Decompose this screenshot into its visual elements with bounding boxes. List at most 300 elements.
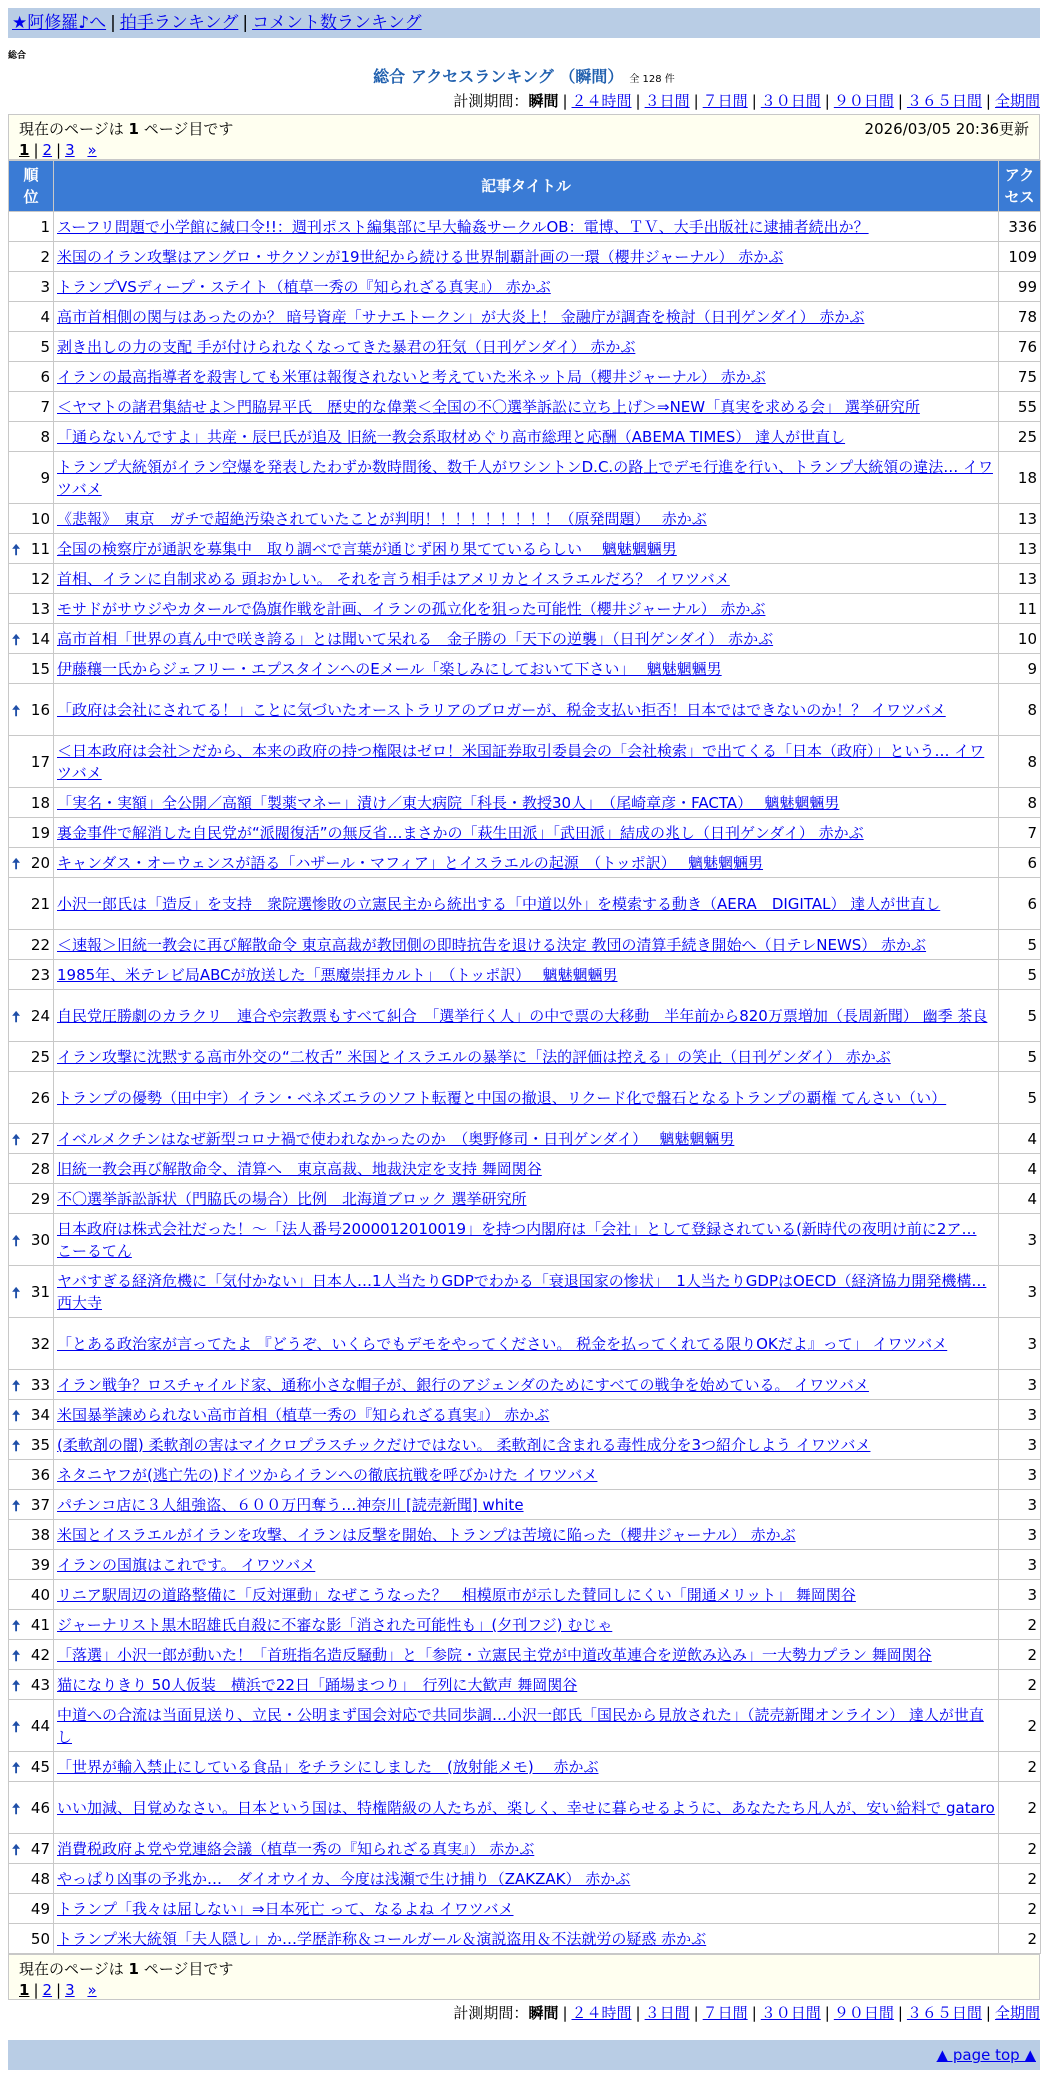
table-row: [9, 1214, 1041, 1266]
applause-ranking-link[interactable]: 拍手ランキング: [119, 13, 239, 33]
pagination-link[interactable]: 2: [42, 141, 53, 159]
article-link[interactable]: トランプ「我々は屈しない」⇒日本死亡 って、なるよね イワツバメ: [57, 1899, 514, 1918]
article-link[interactable]: 中道への合流は当面見送り、立民・公明まず国会対応で共同歩調…小沢一郎氏「国民から見放された」（読売新聞オンライン） 達人が世直し: [57, 1705, 984, 1746]
pagination-next[interactable]: »: [87, 141, 97, 159]
period-link[interactable]: ７日間: [702, 2004, 748, 2022]
period-link[interactable]: ３日間: [644, 2004, 690, 2022]
title-cell: [54, 1400, 999, 1430]
rank-cell: [9, 272, 54, 302]
rank-number: 41: [30, 1615, 50, 1634]
updated-timestamp: 2026/03/05 20:36更新: [864, 120, 1029, 138]
rank-number: 29: [30, 1189, 50, 1208]
period-separator: |: [824, 92, 830, 110]
article-link[interactable]: 「とある政治家が言ってたよ 『どうぞ、いくらでもデモをやってください。 税金を払ってくれてる限りOKだよ』って」 イワツバメ: [57, 1334, 948, 1353]
rank-number: 8: [40, 427, 50, 446]
article-link[interactable]: ネタニヤフが(逃亡先の)ドイツからイランへの徹底抗戦を呼びかけた イワツバメ: [57, 1465, 598, 1484]
pagination: [19, 1980, 1029, 2001]
article-link[interactable]: 猫になりきり 50人仮装 横浜で22日「踊場まつり」 行列に大歓声 舞岡関谷: [57, 1675, 578, 1694]
table-row: [9, 1400, 1041, 1430]
rank-number: 13: [30, 599, 50, 618]
title-cell: [54, 504, 999, 534]
pagination-link[interactable]: 3: [65, 1981, 75, 1999]
title-cell: [54, 1370, 999, 1400]
access-count: 2: [999, 1782, 1041, 1834]
access-count: 8: [999, 684, 1041, 736]
rank-up-arrow-icon: 🠅: [12, 540, 21, 559]
table-row: [9, 594, 1041, 624]
access-count: 3: [999, 1580, 1041, 1610]
title-cell: [54, 960, 999, 990]
table-row: [9, 272, 1041, 302]
table-row: [9, 452, 1041, 504]
article-link[interactable]: やっぱり凶事の予兆か… ダイオウイカ、今度は浅瀬で生け捕り（ZAKZAK） 赤かぶ: [57, 1869, 631, 1888]
rank-number: 7: [40, 397, 50, 416]
article-link[interactable]: イランの国旗はこれです。 イワツバメ: [57, 1555, 316, 1574]
title-cell: [54, 1490, 999, 1520]
pagination-separator: |: [56, 1981, 62, 1999]
article-link[interactable]: トランプ大統領がイラン空爆を発表したわずか数時間後、数千人がワシントンD.C.の路上でデモ行進を行い、トランプ大統領の違法… イワツバメ: [57, 457, 993, 498]
rank-cell: [9, 1640, 54, 1670]
rank-cell: [9, 654, 54, 684]
period-link[interactable]: 全期間: [994, 2004, 1040, 2022]
title-cell: [54, 624, 999, 654]
rank-cell: [9, 1430, 54, 1460]
rank-cell: [9, 736, 54, 788]
article-link[interactable]: 「政府は会社にされてる！」ことに気づいたオーストラリアのブロガーが、税金支払い拒否！日本ではできないのか！？ イワツバメ: [57, 700, 946, 719]
period-separator: |: [693, 2004, 699, 2022]
table-row: [9, 332, 1041, 362]
period-separator: |: [985, 2004, 991, 2022]
rank-cell: [9, 848, 54, 878]
table-row: [9, 1042, 1041, 1072]
table-row: [9, 564, 1041, 594]
pagination-separator: |: [33, 1981, 39, 1999]
title-cell: [54, 302, 999, 332]
article-link[interactable]: 消費税政府よ党や党連絡会議（植草一秀の『知られざる真実』） 赤かぶ: [57, 1839, 535, 1858]
period-separator: |: [897, 92, 903, 110]
article-link[interactable]: 「通らないんですよ」共産・辰巳氏が追及 旧統一教会系取材めぐり高市総理と応酬（ABEMA TIMES） 達人が世直し: [57, 427, 846, 446]
article-link[interactable]: 「落選」小沢一郎が動いた！「首班指名造反騒動」と「参院・立憲民主党が中道改革連合を逆飲み込み」一大勢力プラン 舞岡関谷: [57, 1645, 932, 1664]
rank-up-arrow-icon: 🠅: [12, 1007, 21, 1026]
article-link[interactable]: 「世界が輸入禁止にしている食品」をチラシにしました (放射能メモ) 赤かぶ: [57, 1757, 599, 1776]
rank-number: 25: [30, 1047, 50, 1066]
access-count: 11: [999, 594, 1041, 624]
page-status-row: [19, 1959, 1029, 1980]
table-row: [9, 1670, 1041, 1700]
period-link[interactable]: ２４時間: [571, 2004, 632, 2022]
title-cell: [54, 788, 999, 818]
table-row: [9, 848, 1041, 878]
table-row: [9, 1520, 1041, 1550]
article-link[interactable]: 1985年、米テレビ局ABCが放送した「悪魔崇拝カルト」 （トッポ訳） 魑魅魍魎男: [57, 965, 618, 984]
table-row: [9, 302, 1041, 332]
article-link[interactable]: ＜ヤマトの諸君集結せよ＞門脇昇平氏 歴史的な偉業＜全国の不〇選挙訴訟に立ち上げ＞⇒NEW「真実を求める会」 選挙研究所: [57, 397, 920, 416]
period-link[interactable]: ３０日間: [760, 92, 821, 110]
access-count: 78: [999, 302, 1041, 332]
rank-up-arrow-icon: 🠅: [12, 1436, 21, 1455]
rank-cell: [9, 1520, 54, 1550]
table-row: [9, 1072, 1041, 1124]
access-count: 3: [999, 1460, 1041, 1490]
title-cell: [54, 1266, 999, 1318]
access-count: 13: [999, 504, 1041, 534]
page-status: [19, 1960, 233, 1978]
title-cell: [54, 1184, 999, 1214]
period-separator: |: [751, 2004, 757, 2022]
table-row: [9, 736, 1041, 788]
header-rank-label: 順 位: [23, 166, 39, 206]
rank-number: 21: [30, 894, 50, 913]
rank-number: 1: [40, 217, 50, 236]
access-count: 8: [999, 788, 1041, 818]
page-status-post: ページ目です: [138, 120, 234, 138]
rank-number: 38: [30, 1525, 50, 1544]
access-count: 3: [999, 1370, 1041, 1400]
pagination-separator: |: [56, 141, 62, 159]
rank-cell: [9, 302, 54, 332]
title-cell: [54, 392, 999, 422]
period-link[interactable]: ３６５日間: [906, 2004, 982, 2022]
footer-bar: [8, 2040, 1040, 2070]
table-header-row: [9, 161, 1041, 212]
article-link[interactable]: ヤバすぎる経済危機に「気付かない」日本人…1人当たりGDPでわかる「衰退国家の惨状」 1人当たりGDPはOECD（経済協力開発機構… 西大寺: [57, 1271, 987, 1312]
rank-cell: [9, 504, 54, 534]
article-link[interactable]: パチンコ店に３人組強盗、６００万円奪う…神奈川 [読売新聞] white: [57, 1495, 524, 1514]
access-count: 99: [999, 272, 1041, 302]
access-count: 5: [999, 930, 1041, 960]
access-count: 2: [999, 1670, 1041, 1700]
rank-cell: [9, 1834, 54, 1864]
rank-number: 47: [30, 1839, 50, 1858]
article-link[interactable]: 首相、イランに自制求める 頭おかしい。 それを言う相手はアメリカとイスラエルだろ？ イワツバメ: [57, 569, 730, 588]
rank-number: 16: [30, 700, 50, 719]
table-row: [9, 684, 1041, 736]
home-link[interactable]: ★阿修羅♪へ: [12, 13, 107, 33]
page-container: [8, 8, 1040, 2070]
article-link[interactable]: イランの最高指導者を殺害しても米軍は報復されないと考えていた米ネット局（櫻井ジャーナル） 赤かぶ: [57, 367, 766, 386]
table-row: [9, 624, 1041, 654]
rank-number: 4: [40, 307, 50, 326]
article-link[interactable]: 高市首相側の関与はあったのか？ 暗号資産「サナエトークン」が大炎上！ 金融庁が調査を検討（日刊ゲンダイ） 赤かぶ: [57, 307, 865, 326]
article-link[interactable]: 「実名・実額」全公開／高額「製薬マネー」漬け／東大病院「科長・教授30人」 （尾崎章彦・FACTA） 魑魅魍魎男: [57, 793, 840, 812]
rank-cell: [9, 1700, 54, 1752]
rank-number: 45: [30, 1757, 50, 1776]
page-top-link[interactable]: ▲ page top ▲: [936, 2046, 1036, 2064]
title-cell: [54, 1042, 999, 1072]
title-cell: [54, 452, 999, 504]
rank-cell: [9, 684, 54, 736]
access-count: 3: [999, 1550, 1041, 1580]
article-link[interactable]: イラン攻撃に沈黙する高市外交の“二枚舌” 米国とイスラエルの暴挙に「法的評価は控える」の笑止（日刊ゲンダイ） 赤かぶ: [57, 1047, 891, 1066]
article-link[interactable]: 米国暴挙諫められない高市首相（植草一秀の『知られざる真実』） 赤かぶ: [57, 1405, 550, 1424]
table-row: [9, 1640, 1041, 1670]
table-row: [9, 1610, 1041, 1640]
access-count: 5: [999, 960, 1041, 990]
article-link[interactable]: 不〇選挙訴訟訴状（門脇氏の場合）比例 北海道ブロック 選挙研究所: [57, 1189, 527, 1208]
access-count: 2: [999, 1924, 1041, 1954]
table-row: [9, 878, 1041, 930]
rank-number: 22: [30, 935, 50, 954]
rank-cell: [9, 930, 54, 960]
rank-cell: [9, 624, 54, 654]
title-cell: [54, 1580, 999, 1610]
pagination-separator: |: [33, 141, 39, 159]
rank-up-arrow-icon: 🠅: [12, 1676, 21, 1695]
rank-cell: [9, 242, 54, 272]
title-cell: [54, 930, 999, 960]
article-link[interactable]: (柔軟剤の闇) 柔軟剤の害はマイクロプラスチックだけではない。 柔軟剤に含まれる毒性成分を3つ紹介しよう イワツバメ: [57, 1435, 871, 1454]
article-link[interactable]: 自民党圧勝劇のカラクリ 連合や宗教票もすべて糾合 「選挙行く人」の中で票の大移動 半年前から820万票増加（長周新聞） 幽季 茶良: [57, 1006, 988, 1025]
table-row: [9, 1864, 1041, 1894]
table-row: [9, 654, 1041, 684]
period-link[interactable]: ３日間: [644, 92, 690, 110]
table-row: [9, 1700, 1041, 1752]
rank-cell: [9, 1924, 54, 1954]
article-link[interactable]: トランプVSディープ・ステイト（植草一秀の『知られざる真実』） 赤かぶ: [57, 277, 551, 296]
period-selector-top: [8, 88, 1040, 114]
nav-separator: |: [242, 13, 249, 33]
article-link[interactable]: ＜速報＞旧統一教会に再び解散命令 東京高裁が教団側の即時抗告を退ける決定 教団の清算手続き開始へ（日テレNEWS） 赤かぶ: [57, 935, 927, 954]
period-separator: |: [897, 2004, 903, 2022]
category-label: 総合: [8, 51, 27, 61]
article-link[interactable]: スーフリ問題で小学館に緘口令!!：週刊ポスト編集部に早大輪姦サークルOB：電博、ＴＶ、大手出版社に逮捕者続出か？: [57, 217, 869, 236]
rank-number: 17: [30, 752, 50, 771]
article-link[interactable]: キャンダス・オーウェンスが語る「ハザール・マフィア」とイスラエルの起源 （トッポ訳） 魑魅魍魎男: [57, 853, 764, 872]
pagination-link[interactable]: 2: [42, 1981, 53, 1999]
title-cell: [54, 736, 999, 788]
pagination-next[interactable]: »: [87, 1981, 97, 1999]
rank-number: 2: [40, 247, 50, 266]
rank-cell: [9, 1400, 54, 1430]
table-row: [9, 1370, 1041, 1400]
title-cell: [54, 1864, 999, 1894]
rank-number: 26: [30, 1088, 50, 1107]
table-row: [9, 1550, 1041, 1580]
article-link[interactable]: 旧統一教会再び解散命令、清算へ 東京高裁、地裁決定を支持 舞岡関谷: [57, 1159, 542, 1178]
period-separator: |: [751, 92, 757, 110]
rank-number: 48: [30, 1869, 50, 1888]
rank-number: 34: [30, 1405, 50, 1424]
table-row: [9, 788, 1041, 818]
title-cell: [54, 818, 999, 848]
rank-number: 37: [30, 1495, 50, 1514]
rank-number: 9: [40, 468, 50, 487]
access-count: 5: [999, 1072, 1041, 1124]
title-cell: [54, 1072, 999, 1124]
current-page-number: 1: [128, 1960, 139, 1978]
rank-cell: [9, 1894, 54, 1924]
table-row: [9, 1580, 1041, 1610]
article-link[interactable]: イラン戦争？ロスチャイルド家、通称小さな帽子が、銀行のアジェンダのためにすべての戦争を始めている。 イワツバメ: [57, 1375, 869, 1394]
article-link[interactable]: イベルメクチンはなぜ新型コロナ禍で使われなかったのか （奥野修司・日刊ゲンダイ） 魑魅魍魎男: [57, 1129, 735, 1148]
rank-number: 40: [30, 1585, 50, 1604]
page-status: [19, 120, 233, 138]
article-link[interactable]: 《悲報》 東京 ガチで超絶汚染されていたことが判明！！！！！！！！！（原発問題） 赤かぶ: [57, 509, 707, 528]
rank-cell: [9, 788, 54, 818]
title-cell: [54, 1460, 999, 1490]
access-count: 3: [999, 1214, 1041, 1266]
title-cell: [54, 1894, 999, 1924]
rank-number: 42: [30, 1645, 50, 1664]
table-row: [9, 1894, 1041, 1924]
title-cell: [54, 362, 999, 392]
rank-number: 33: [30, 1375, 50, 1394]
rank-number: 3: [40, 277, 50, 296]
access-count: 3: [999, 1318, 1041, 1370]
rank-up-arrow-icon: 🠅: [12, 1496, 21, 1515]
rank-cell: [9, 1580, 54, 1610]
access-count: 4: [999, 1184, 1041, 1214]
access-count: 2: [999, 1894, 1041, 1924]
title-cell: [54, 1154, 999, 1184]
title-cell: [54, 332, 999, 362]
title-cell: [54, 534, 999, 564]
title-cell: [54, 564, 999, 594]
table-row: [9, 392, 1041, 422]
table-row: [9, 818, 1041, 848]
article-link[interactable]: 米国のイラン攻撃はアングロ・サクソンが19世紀から続ける世界制覇計画の一環（櫻井ジャーナル） 赤かぶ: [57, 247, 784, 266]
period-link[interactable]: ７日間: [702, 92, 748, 110]
rank-up-arrow-icon: 🠅: [12, 1376, 21, 1395]
rank-up-arrow-icon: 🠅: [12, 1130, 21, 1149]
title-cell: [54, 1834, 999, 1864]
header-rank: [9, 161, 54, 212]
access-count: 5: [999, 1042, 1041, 1072]
page-status-pre: 現在のページは: [19, 120, 129, 138]
title-cell: [54, 272, 999, 302]
pagination-spacer: [75, 1981, 88, 1999]
rank-number: 49: [30, 1899, 50, 1918]
title-cell: [54, 1752, 999, 1782]
header-count-label: アク セス: [1004, 166, 1035, 206]
period-label: 計測期間：: [453, 92, 529, 110]
title-cell: [54, 1670, 999, 1700]
access-count: 109: [999, 242, 1041, 272]
top-nav: [8, 8, 1040, 38]
access-count: 3: [999, 1400, 1041, 1430]
table-row: [9, 1124, 1041, 1154]
access-count: 2: [999, 1834, 1041, 1864]
access-count: 2: [999, 1610, 1041, 1640]
page-info-bottom: [8, 1954, 1040, 2000]
rank-cell: [9, 1864, 54, 1894]
pagination: [19, 140, 1029, 161]
rank-cell: [9, 990, 54, 1042]
table-row: [9, 212, 1041, 242]
rank-number: 23: [30, 965, 50, 984]
article-link[interactable]: 全国の検察庁が通訳を募集中 取り調べで言葉が通じず困り果てているらしい 魑魅魍魎男: [57, 539, 677, 558]
article-link[interactable]: ジャーナリスト黒木昭雄氏自殺に不審な影「消された可能性も」(夕刊フジ) むじゃ: [57, 1615, 613, 1634]
rank-cell: [9, 1124, 54, 1154]
table-row: [9, 1752, 1041, 1782]
rank-number: 11: [30, 539, 50, 558]
rank-number: 15: [30, 659, 50, 678]
article-link[interactable]: 高市首相「世界の真ん中で咲き誇る」とは聞いて呆れる 金子勝の「天下の逆襲」（日刊ゲンダイ） 赤かぶ: [57, 629, 774, 648]
rank-cell: [9, 392, 54, 422]
pagination-link[interactable]: 3: [65, 141, 75, 159]
header-count: [999, 161, 1041, 212]
rank-number: 5: [40, 337, 50, 356]
comment-ranking-link[interactable]: コメント数ランキング: [252, 13, 422, 33]
period-separator: |: [635, 2004, 641, 2022]
access-count: 6: [999, 848, 1041, 878]
article-link[interactable]: モサドがサウジやカタールで偽旗作戦を計画、イランの孤立化を狙った可能性（櫻井ジャーナル） 赤かぶ: [57, 599, 766, 618]
rank-number: 10: [30, 509, 50, 528]
table-row: [9, 1318, 1041, 1370]
article-link[interactable]: トランプ米大統領「夫人隠し」か…学歴詐称＆コールガール＆演説盗用＆不法就労の疑惑 赤かぶ: [57, 1929, 707, 1948]
rank-number: 14: [30, 629, 50, 648]
title-cell: [54, 1318, 999, 1370]
article-link[interactable]: いい加減、目覚めなさい。日本という国は、特権階級の人たちが、楽しく、幸せに暮らせるように、あなたたち凡人が、安い給料で gataro: [57, 1798, 995, 1817]
article-link[interactable]: 小沢一郎氏は「造反」を支持 衆院選惨敗の立憲民主から統出する「中道以外」を模索する動き（AERA DIGITAL） 達人が世直し: [57, 894, 941, 913]
rank-cell: [9, 1072, 54, 1124]
article-link[interactable]: 日本政府は株式会社だった！～「法人番号2000012010019」を持つ内閣府は「会社」として登録されている(新時代の夜明け前に2ア… こーるてん: [57, 1219, 977, 1260]
period-link[interactable]: ９０日間: [833, 92, 894, 110]
title-cell: [54, 1550, 999, 1580]
table-row: [9, 1490, 1041, 1520]
access-count: 4: [999, 1154, 1041, 1184]
rank-number: 36: [30, 1465, 50, 1484]
article-link[interactable]: 裏金事件で解消した自民党が“派閥復活”の無反省…まさかの「萩生田派」「武田派」結成の兆し（日刊ゲンダイ） 赤かぶ: [57, 823, 864, 842]
period-link[interactable]: ９０日間: [833, 2004, 894, 2022]
title-cell: [54, 1640, 999, 1670]
article-link[interactable]: 米国とイスラエルがイランを攻撃、イランは反撃を開始、トランプは苦境に陥った（櫻井ジャーナル） 赤かぶ: [57, 1525, 796, 1544]
rank-number: 28: [30, 1159, 50, 1178]
period-separator: |: [635, 92, 641, 110]
rank-cell: [9, 1214, 54, 1266]
title-cell: [54, 1214, 999, 1266]
rank-cell: [9, 818, 54, 848]
title-cell: [54, 1610, 999, 1640]
title-cell: [54, 684, 999, 736]
title-cell: [54, 848, 999, 878]
rank-up-arrow-icon: 🠅: [12, 1717, 21, 1736]
period-link[interactable]: ３０日間: [760, 2004, 821, 2022]
rank-number: 19: [30, 823, 50, 842]
period-current: 瞬間: [528, 2004, 559, 2022]
table-row: [9, 1782, 1041, 1834]
rank-cell: [9, 1266, 54, 1318]
header-title: 記事タイトル: [54, 161, 999, 212]
article-link[interactable]: リニア駅周辺の道路整備に「反対運動」なぜこうなった？ 相模原市が示した賛同しにくい「開通メリット」 舞岡関谷: [57, 1585, 856, 1604]
access-count: 13: [999, 534, 1041, 564]
period-link[interactable]: 全期間: [994, 92, 1040, 110]
period-link[interactable]: ３６５日間: [906, 92, 982, 110]
access-count: 18: [999, 452, 1041, 504]
title-cell: [54, 422, 999, 452]
table-row: [9, 1834, 1041, 1864]
rank-number: 31: [30, 1282, 50, 1301]
page-status-pre: 現在のページは: [19, 1960, 129, 1978]
rank-up-arrow-icon: 🠅: [12, 1231, 21, 1250]
title-cell: [54, 212, 999, 242]
pagination-current: 1: [19, 1981, 30, 1999]
article-link[interactable]: トランプの優勢（田中宇）イラン・ベネズエラのソフト転覆と中国の撤退、リクード化で盤石となるトランプの覇権 てんさい（い）: [57, 1088, 947, 1107]
rank-number: 32: [30, 1334, 50, 1353]
article-link[interactable]: ＜日本政府は会社＞だから、本来の政府の持つ権限はゼロ！米国証券取引委員会の「会社検索」で出てくる「日本（政府）」という… イワツバメ: [57, 741, 985, 782]
title-cell: [54, 1924, 999, 1954]
current-page-number: 1: [128, 120, 139, 138]
period-link[interactable]: ２４時間: [571, 92, 632, 110]
title-cell: [54, 242, 999, 272]
table-row: [9, 504, 1041, 534]
rank-cell: [9, 1752, 54, 1782]
article-link[interactable]: 伊藤穰一氏からジェフリー・エプスタインへのEメール「楽しみにしておいて下さい」 魑魅魍魎男: [57, 659, 722, 678]
table-row: [9, 1184, 1041, 1214]
rank-up-arrow-icon: 🠅: [12, 630, 21, 649]
article-link[interactable]: 剥き出しの力の支配 手が付けられなくなってきた暴君の狂気（日刊ゲンダイ） 赤かぶ: [57, 337, 636, 356]
title-cell: [54, 1700, 999, 1752]
